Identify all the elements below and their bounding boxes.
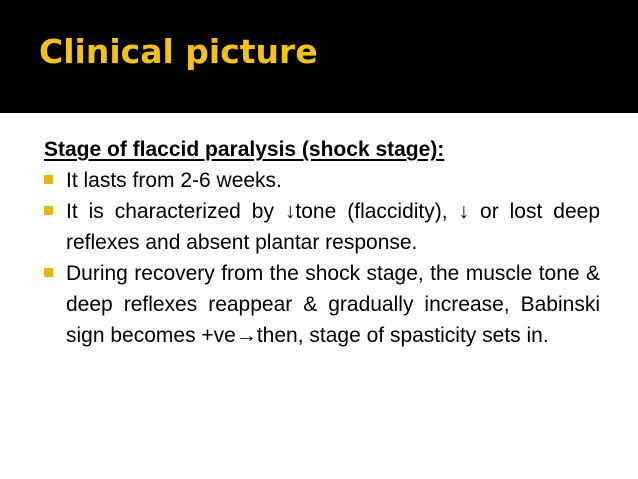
bullet-text: It is characterized by ↓tone (flaccidity), ↓ or lost deep reflexes and absent plantar response. (66, 200, 600, 254)
bullet-text: It lasts from 2-6 weeks. (66, 169, 282, 192)
square-bullet-icon (44, 206, 53, 215)
bullet-item (44, 196, 600, 258)
bullet-text: During recovery from the shock stage, the muscle tone & deep reflexes reappear & gradually increase, Babinski sign becomes +ve→then, stage of spasticity sets in. (66, 262, 600, 347)
bullet-item (44, 258, 600, 351)
title-bar (0, 0, 638, 113)
square-bullet-icon (44, 268, 53, 277)
square-bullet-icon (44, 175, 53, 184)
section-subheading: Stage of flaccid paralysis (shock stage): (44, 138, 445, 161)
slide-title: Clinical picture (39, 32, 318, 71)
slide-content (44, 134, 600, 351)
bullet-list (44, 165, 600, 351)
bullet-item (44, 165, 600, 196)
